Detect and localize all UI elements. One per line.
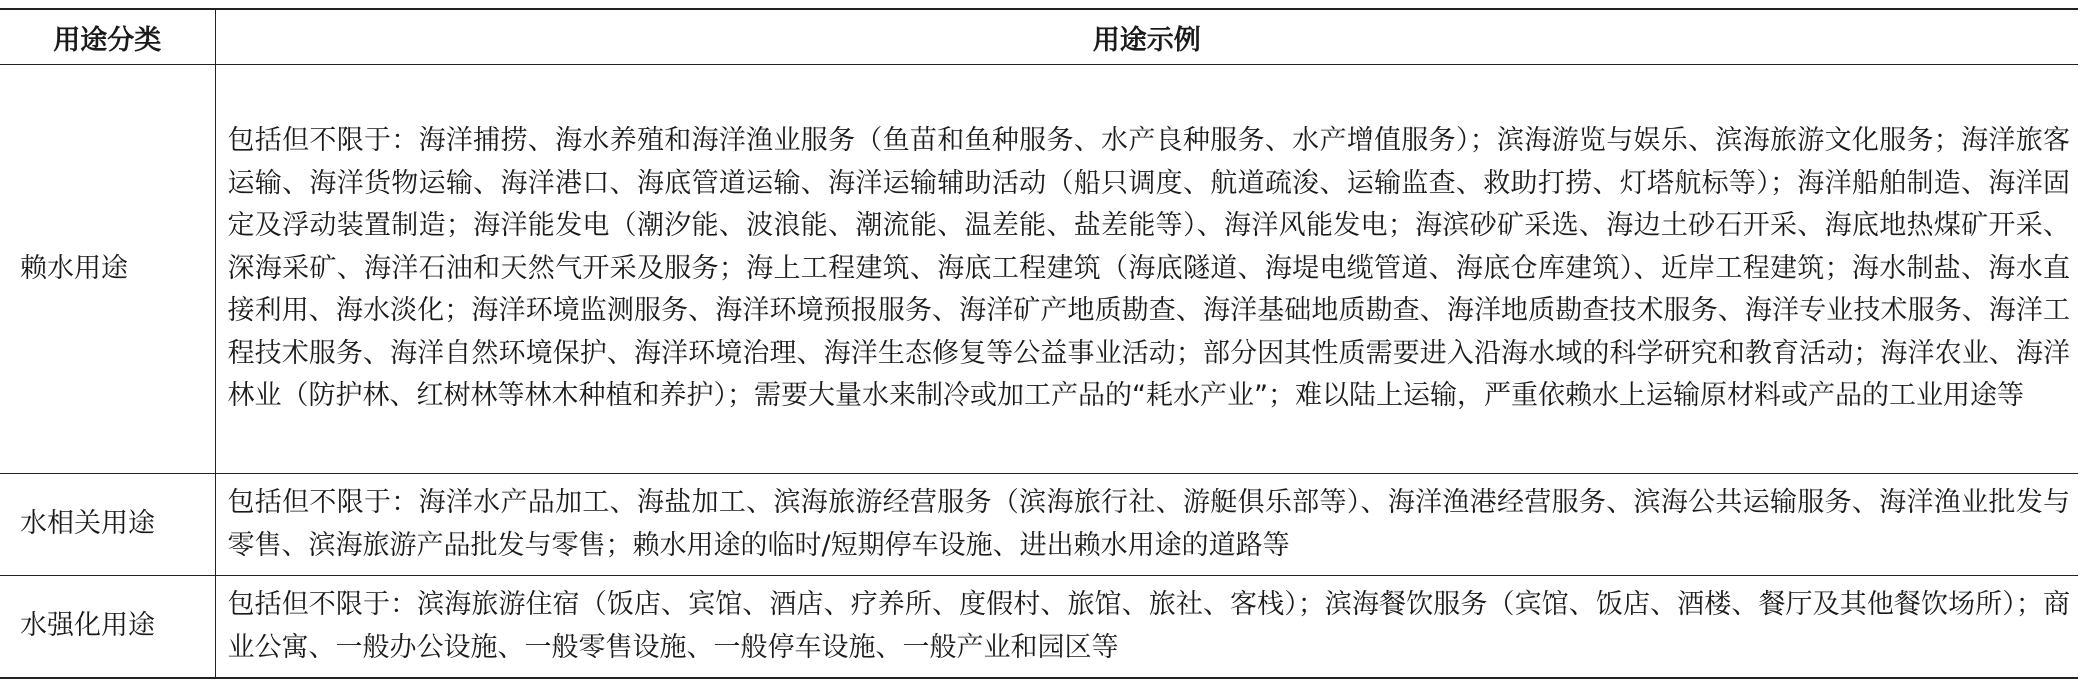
table-row	[0, 576, 2078, 679]
header-row	[0, 9, 2078, 65]
header-category: 用途分类	[0, 9, 215, 65]
example-cell: 包括但不限于：滨海旅游住宿（饭店、宾馆、酒店、疗养所、度假村、旅馆、旅社、客栈）；滨海餐饮服务（宾馆、饭店、酒楼、餐厅及其他餐饮场所）；商业公寓、一般办公设施、一般零售设施、一般停车设施、一般产业和园区等	[215, 576, 2078, 679]
category-cell: 赖水用途	[0, 65, 215, 474]
example-cell: 包括但不限于：海洋水产品加工、海盐加工、滨海旅游经营服务（滨海旅行社、游艇俱乐部等）、海洋渔港经营服务、滨海公共运输服务、海洋渔业批发与零售、滨海旅游产品批发与零售；赖水用途的临时/短期停车设施、进出赖水用途的道路等	[215, 474, 2078, 576]
example-cell: 包括但不限于：海洋捕捞、海水养殖和海洋渔业服务（鱼苗和鱼种服务、水产良种服务、水产增值服务）；滨海游览与娱乐、滨海旅游文化服务；海洋旅客运输、海洋货物运输、海洋港口、海底管道运输、海洋运输辅助活动（船只调度、航道疏浚、运输监查、救助打捞、灯塔航标等）；海洋船舶制造、海洋固定及浮动装置制造；海洋能发电（潮汐能、波浪能、潮流能、温差能、盐差能等）、海洋风能发电；海滨砂矿采选、海边土砂石开采、海底地热煤矿开采、深海采矿、海洋石油和天然气开采及服务；海上工程建筑、海底工程建筑（海底隧道、海堤电缆管道、海底仓库建筑）、近岸工程建筑；海水制盐、海水直接利用、海水淡化；海洋环境监测服务、海洋环境预报服务、海洋矿产地质勘查、海洋基础地质勘查、海洋地质勘查技术服务、海洋专业技术服务、海洋工程技术服务、海洋自然环境保护、海洋环境治理、海洋生态修复等公益事业活动；部分因其性质需要进入沿海水域的科学研究和教育活动；海洋农业、海洋林业（防护林、红树林等林木种植和养护）；需要大量水来制冷或加工产品的“耗水产业”；难以陆上运输，严重依赖水上运输原材料或产品的工业用途等	[215, 65, 2078, 474]
table-row	[0, 474, 2078, 576]
table-body	[0, 65, 2078, 679]
category-cell: 水相关用途	[0, 474, 215, 576]
usage-classification-table	[0, 8, 2078, 679]
table-row	[0, 65, 2078, 474]
header-example: 用途示例	[215, 9, 2078, 65]
category-cell: 水强化用途	[0, 576, 215, 679]
table-header	[0, 9, 2078, 65]
